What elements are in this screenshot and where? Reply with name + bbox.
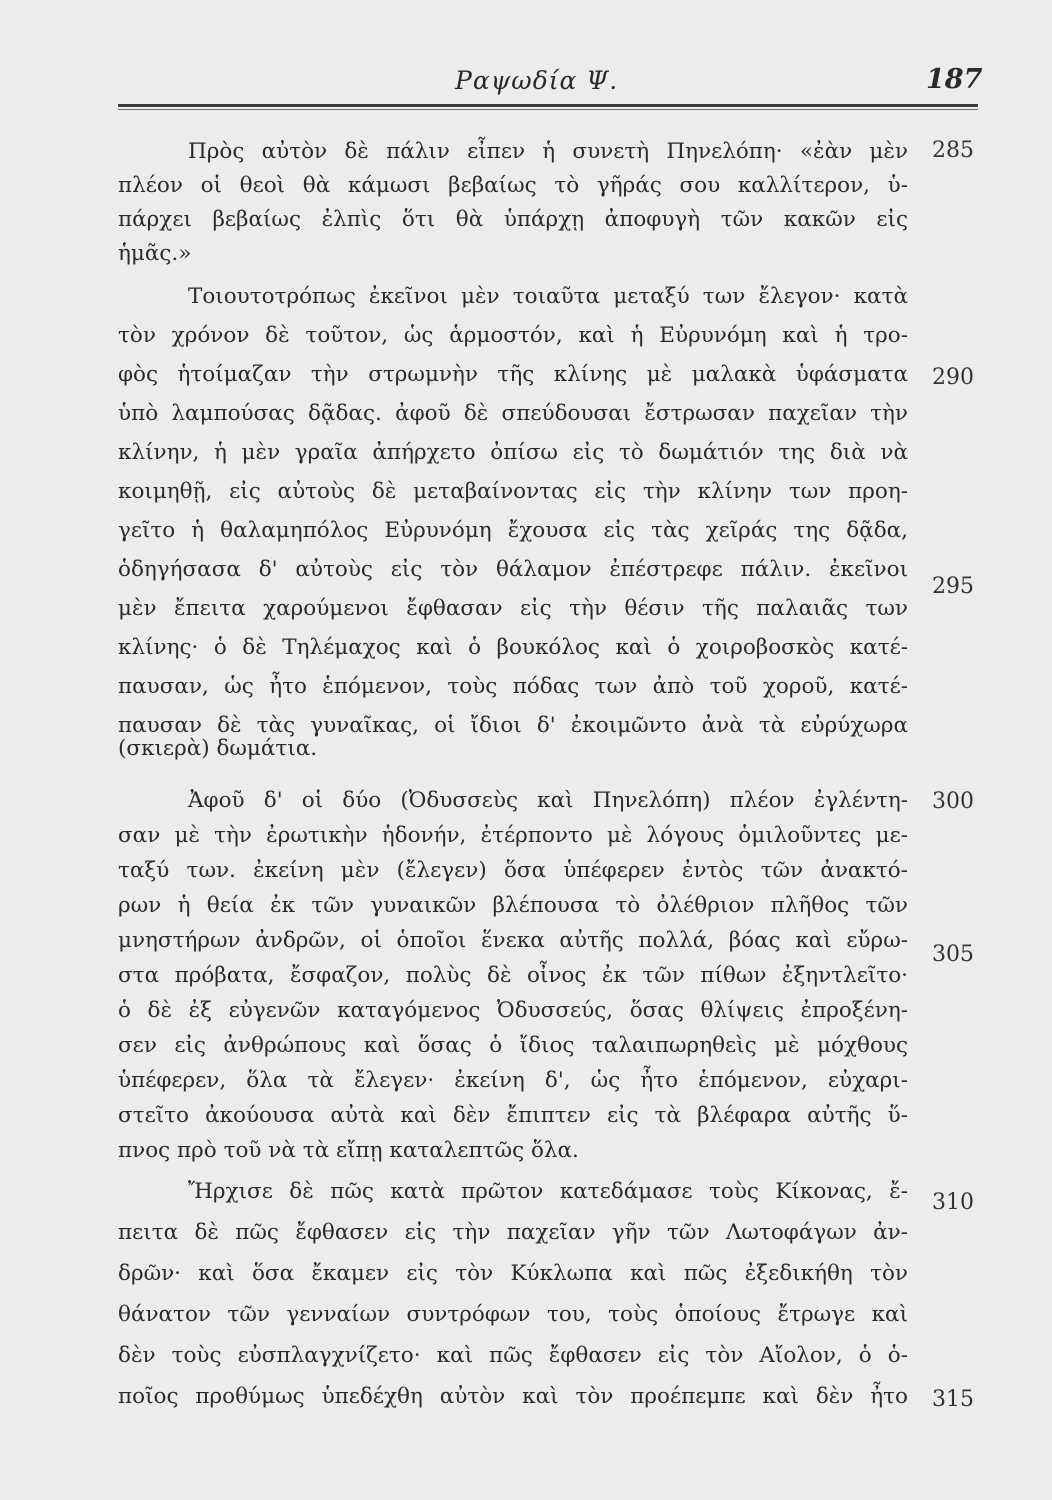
- verse-number: 290: [932, 365, 974, 390]
- text-line: δὲν τοὺς εὐσπλαγχνίζετο· καὶ πῶς ἔφθασεν εἰς τὸν Αἴολον, ὁ ὁ-: [118, 1343, 908, 1368]
- page-number: 187: [926, 64, 983, 95]
- text-line: ὁδηγήσασα δ' αὐτοὺς εἰς τὸν θάλαμον ἐπέστρεφε πάλιν. ἐκεῖνοι: [118, 557, 908, 582]
- text-line: (σκιερὰ) δωμάτια.: [118, 736, 318, 761]
- text-line: ὑπέφερεν, ὅλα τὰ ἔλεγεν· ἐκείνη δ', ὡς ἦτο ἑπόμενον, εὐχαρι-: [118, 1068, 908, 1093]
- text-line: ὑπὸ λαμπούσας δᾷδας. ἀφοῦ δὲ σπεύδουσαι ἔστρωσαν παχεῖαν τὴν: [118, 401, 908, 426]
- text-line: τὸν χρόνον δὲ τοῦτον, ὡς ἁρμοστόν, καὶ ἡ Εὐρυνόμη καὶ ἡ τρο-: [118, 323, 908, 348]
- text-line: ἡμᾶς.»: [118, 241, 192, 266]
- text-line: στα πρόβατα, ἔσφαζον, πολὺς δὲ οἶνος ἐκ τῶν πίθων ἐξηντλεῖτο·: [118, 963, 908, 988]
- text-line: πειτα δὲ πῶς ἔφθασεν εἰς τὴν παχεῖαν γῆν τῶν Λωτοφάγων ἀν-: [118, 1220, 908, 1245]
- text-line: ὁ δὲ ἐξ εὐγενῶν καταγόμενος Ὀδυσσεύς, ὅσας θλίψεις ἐπροξένη-: [118, 998, 908, 1023]
- text-line: σεν εἰς ἀνθρώπους καὶ ὅσας ὁ ἴδιος ταλαιπωρηθεὶς μὲ μόχθους: [118, 1033, 908, 1058]
- text-line: πλέον οἱ θεοὶ θὰ κάμωσι βεβαίως τὸ γῆράς σου καλλίτερον, ὑ-: [118, 173, 908, 198]
- verse-number: 305: [932, 942, 974, 967]
- text-line: σαν μὲ τὴν ἐρωτικὴν ἡδονήν, ἐτέρποντο μὲ λόγους ὁμιλοῦντες με-: [118, 823, 908, 848]
- header-rule-thin: [118, 109, 978, 110]
- text-line: ταξύ των. ἐκείνη μὲν (ἔλεγεν) ὅσα ὑπέφερεν ἐντὸς τῶν ἀνακτό-: [118, 858, 908, 883]
- text-line: Πρὸς αὐτὸν δὲ πάλιν εἶπεν ἡ συνετὴ Πηνελόπη· «ἐὰν μὲν: [188, 139, 908, 164]
- verse-number: 285: [932, 138, 974, 163]
- text-line: ποῖος προθύμως ὑπεδέχθη αὐτὸν καὶ τὸν προέπεμπε καὶ δὲν ἦτο: [118, 1384, 908, 1409]
- text-line: στεῖτο ἀκούουσα αὐτὰ καὶ δὲν ἔπιπτεν εἰς τὰ βλέφαρα αὐτῆς ὕ-: [118, 1103, 908, 1128]
- text-line: μὲν ἔπειτα χαρούμενοι ἔφθασαν εἰς τὴν θέσιν τῆς παλαιᾶς των: [118, 596, 908, 621]
- text-line: παυσαν δὲ τὰς γυναῖκας, οἱ ἴδιοι δ' ἐκοιμῶντο ἀνὰ τὰ εὐρύχωρα: [118, 713, 908, 738]
- text-line: γεῖτο ἡ θαλαμηπόλος Εὐρυνόμη ἔχουσα εἰς τὰς χεῖράς της δᾷδα,: [118, 518, 908, 543]
- text-line: Ἤρχισε δὲ πῶς κατὰ πρῶτον κατεδάμασε τοὺς Κίκονας, ἔ-: [188, 1179, 908, 1204]
- text-line: δρῶν· καὶ ὅσα ἔκαμεν εἰς τὸν Κύκλωπα καὶ πῶς ἐξεδικήθη τὸν: [118, 1261, 908, 1286]
- verse-number: 295: [932, 574, 974, 599]
- text-line: μνηστήρων ἀνδρῶν, οἱ ὁποῖοι ἕνεκα αὐτῆς πολλά, βόας καὶ εὔρω-: [118, 928, 908, 953]
- text-line: ρων ἡ θεία ἐκ τῶν γυναικῶν βλέπουσα τὸ ὀλέθριον πλῆθος τῶν: [118, 893, 908, 918]
- header-rule: [118, 104, 978, 107]
- text-line: κλίνην, ἡ μὲν γραῖα ἀπήρχετο ὀπίσω εἰς τὸ δωμάτιόν της διὰ νὰ: [118, 440, 908, 465]
- text-line: κλίνης· ὁ δὲ Τηλέμαχος καὶ ὁ βουκόλος καὶ ὁ χοιροβοσκὸς κατέ-: [118, 635, 908, 660]
- text-line: θάνατον τῶν γενναίων συντρόφων του, τοὺς ὁποίους ἔτρωγε καὶ: [118, 1302, 908, 1327]
- text-line: πάρχει βεβαίως ἐλπὶς ὅτι θὰ ὑπάρχῃ ἀποφυγὴ τῶν κακῶν εἰς: [118, 207, 908, 232]
- text-line: Ἀφοῦ δ' οἱ δύο (Ὀδυσσεὺς καὶ Πηνελόπη) πλέον ἐγλέντη-: [188, 788, 908, 813]
- verse-number: 315: [932, 1387, 974, 1412]
- text-line: Τοιουτοτρόπως ἐκεῖνοι μὲν τοιαῦτα μεταξύ των ἔλεγον· κατὰ: [188, 284, 908, 309]
- text-line: φὸς ἡτοίμαζαν τὴν στρωμνὴν τῆς κλίνης μὲ μαλακὰ ὑφάσματα: [118, 362, 908, 387]
- running-header-title: Ραψωδία Ψ.: [455, 66, 619, 95]
- verse-number: 310: [932, 1190, 974, 1215]
- verse-number: 300: [932, 789, 974, 814]
- text-line: πνος πρὸ τοῦ νὰ τὰ εἴπῃ καταλεπτῶς ὅλα.: [118, 1138, 579, 1163]
- text-line: κοιμηθῇ, εἰς αὐτοὺς δὲ μεταβαίνοντας εἰς τὴν κλίνην των προη-: [118, 479, 908, 504]
- text-line: παυσαν, ὡς ἦτο ἑπόμενον, τοὺς πόδας των ἀπὸ τοῦ χοροῦ, κατέ-: [118, 674, 908, 699]
